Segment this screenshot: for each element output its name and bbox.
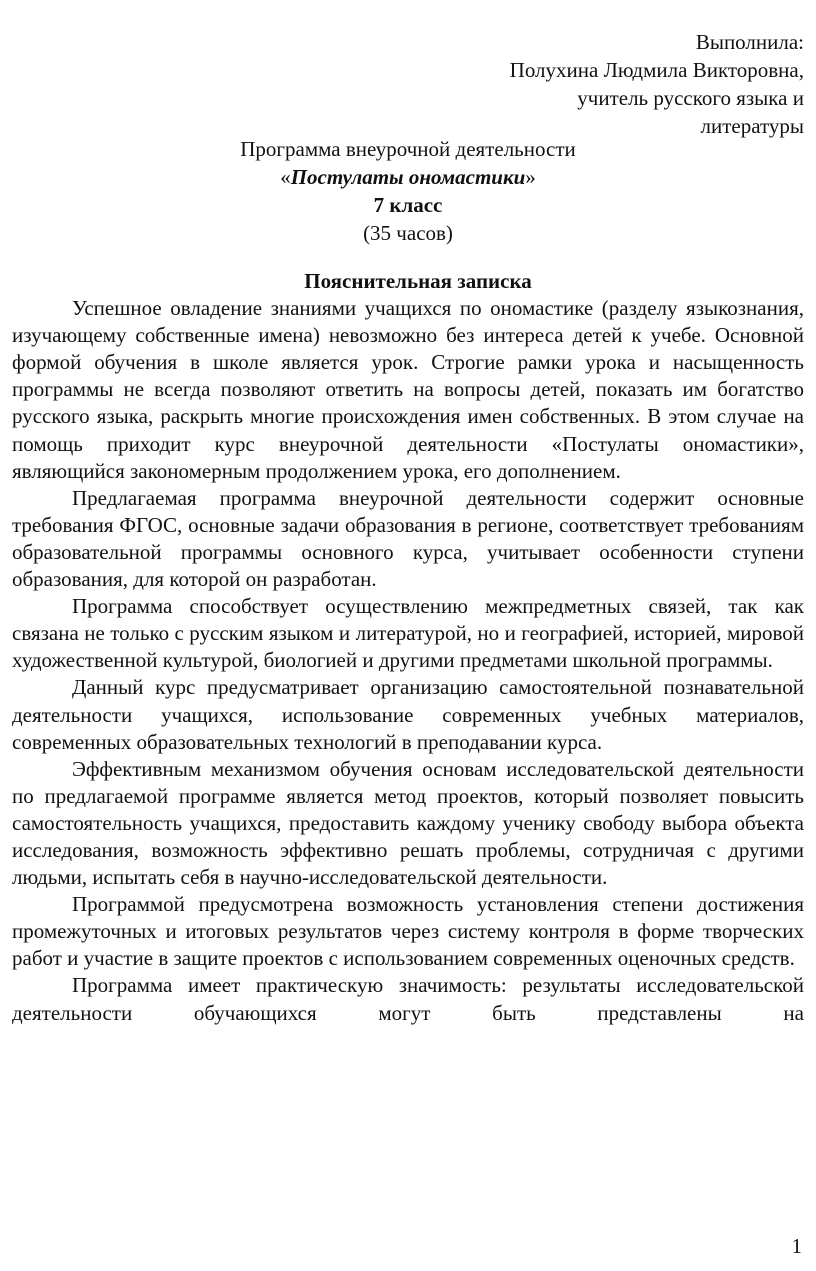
author-role-line-2: литературы [700, 114, 804, 138]
author-label: Выполнила: [695, 30, 804, 54]
author-block [384, 28, 804, 140]
paragraph-6: Программой предусмотрена возможность установления степени достижения промежуточных и итоговых результатов через систему контроля в форме творческих работ и участие в защите проектов с использованием современных оценочных средств. [12, 892, 804, 971]
title-block [0, 135, 816, 247]
paragraph-7: Программа имеет практическую значимость: результаты исследовательской деятельности обучающихся могут быть представлены на [12, 973, 804, 1025]
grade-label: 7 класс [373, 193, 443, 217]
course-open-quote: « [280, 165, 291, 189]
author-role-line-1: учитель русского языка и [577, 86, 804, 110]
course-name: Постулаты ономастики [290, 165, 526, 189]
hours-label: (35 часов) [363, 221, 453, 245]
author-name: Полухина Людмила Викторовна, [509, 58, 804, 82]
paragraph-5: Эффективным механизмом обучения основам исследовательской деятельности по предлагаемой программе является метод проектов, который позволяет повысить самостоятельность учащихся, предоставить каждому ученику свободу выбора объекта исследования, возможность эффективно решать проблемы, сотрудничая с другими людьми, испытать себя в научно-исследовательской деятельности. [12, 756, 804, 890]
paragraph-2: Предлагаемая программа внеурочной деятельности содержит основные требования ФГОС, основные задачи образования в регионе, соответствует требованиям образовательной программы основного курса, учитывает особенности ступени образования, для которой он разработан. [12, 485, 804, 592]
course-title [0, 163, 816, 191]
paragraph-1: Успешное овладение знаниями учащихся по ономастике (разделу языкознания, изучающему собственные имена) невозможно без интереса детей к учебе. Основной формой обучения в школе является урок. Строгие рамки урока и насыщенность программы не всегда позволяют ответить на вопросы детей, показать им богатство русского языка, раскрыть многие происхождения имен собственных. В этом случае на помощь приходит курс внеурочной деятельности «Постулаты ономастики», являющийся закономерным продолжением урока, его дополнением. [12, 296, 804, 483]
paragraph-4: Данный курс предусматривает организацию самостоятельной познавательной деятельности учащихся, использование современных учебных материалов, современных образовательных технологий в преподавании курса. [12, 675, 804, 754]
page-number: 1 [791, 1234, 802, 1258]
explanatory-note [12, 268, 804, 1027]
program-title: Программа внеурочной деятельности [240, 137, 576, 161]
paragraph-3: Программа способствует осуществлению межпредметных связей, так как связана не только с русским языком и литературой, но и географией, историей, мировой художественной культурой, биологией и другими предметами школьной программы. [12, 594, 804, 673]
section-title: Пояснительная записка [304, 269, 532, 293]
course-close-quote: » [525, 165, 536, 189]
